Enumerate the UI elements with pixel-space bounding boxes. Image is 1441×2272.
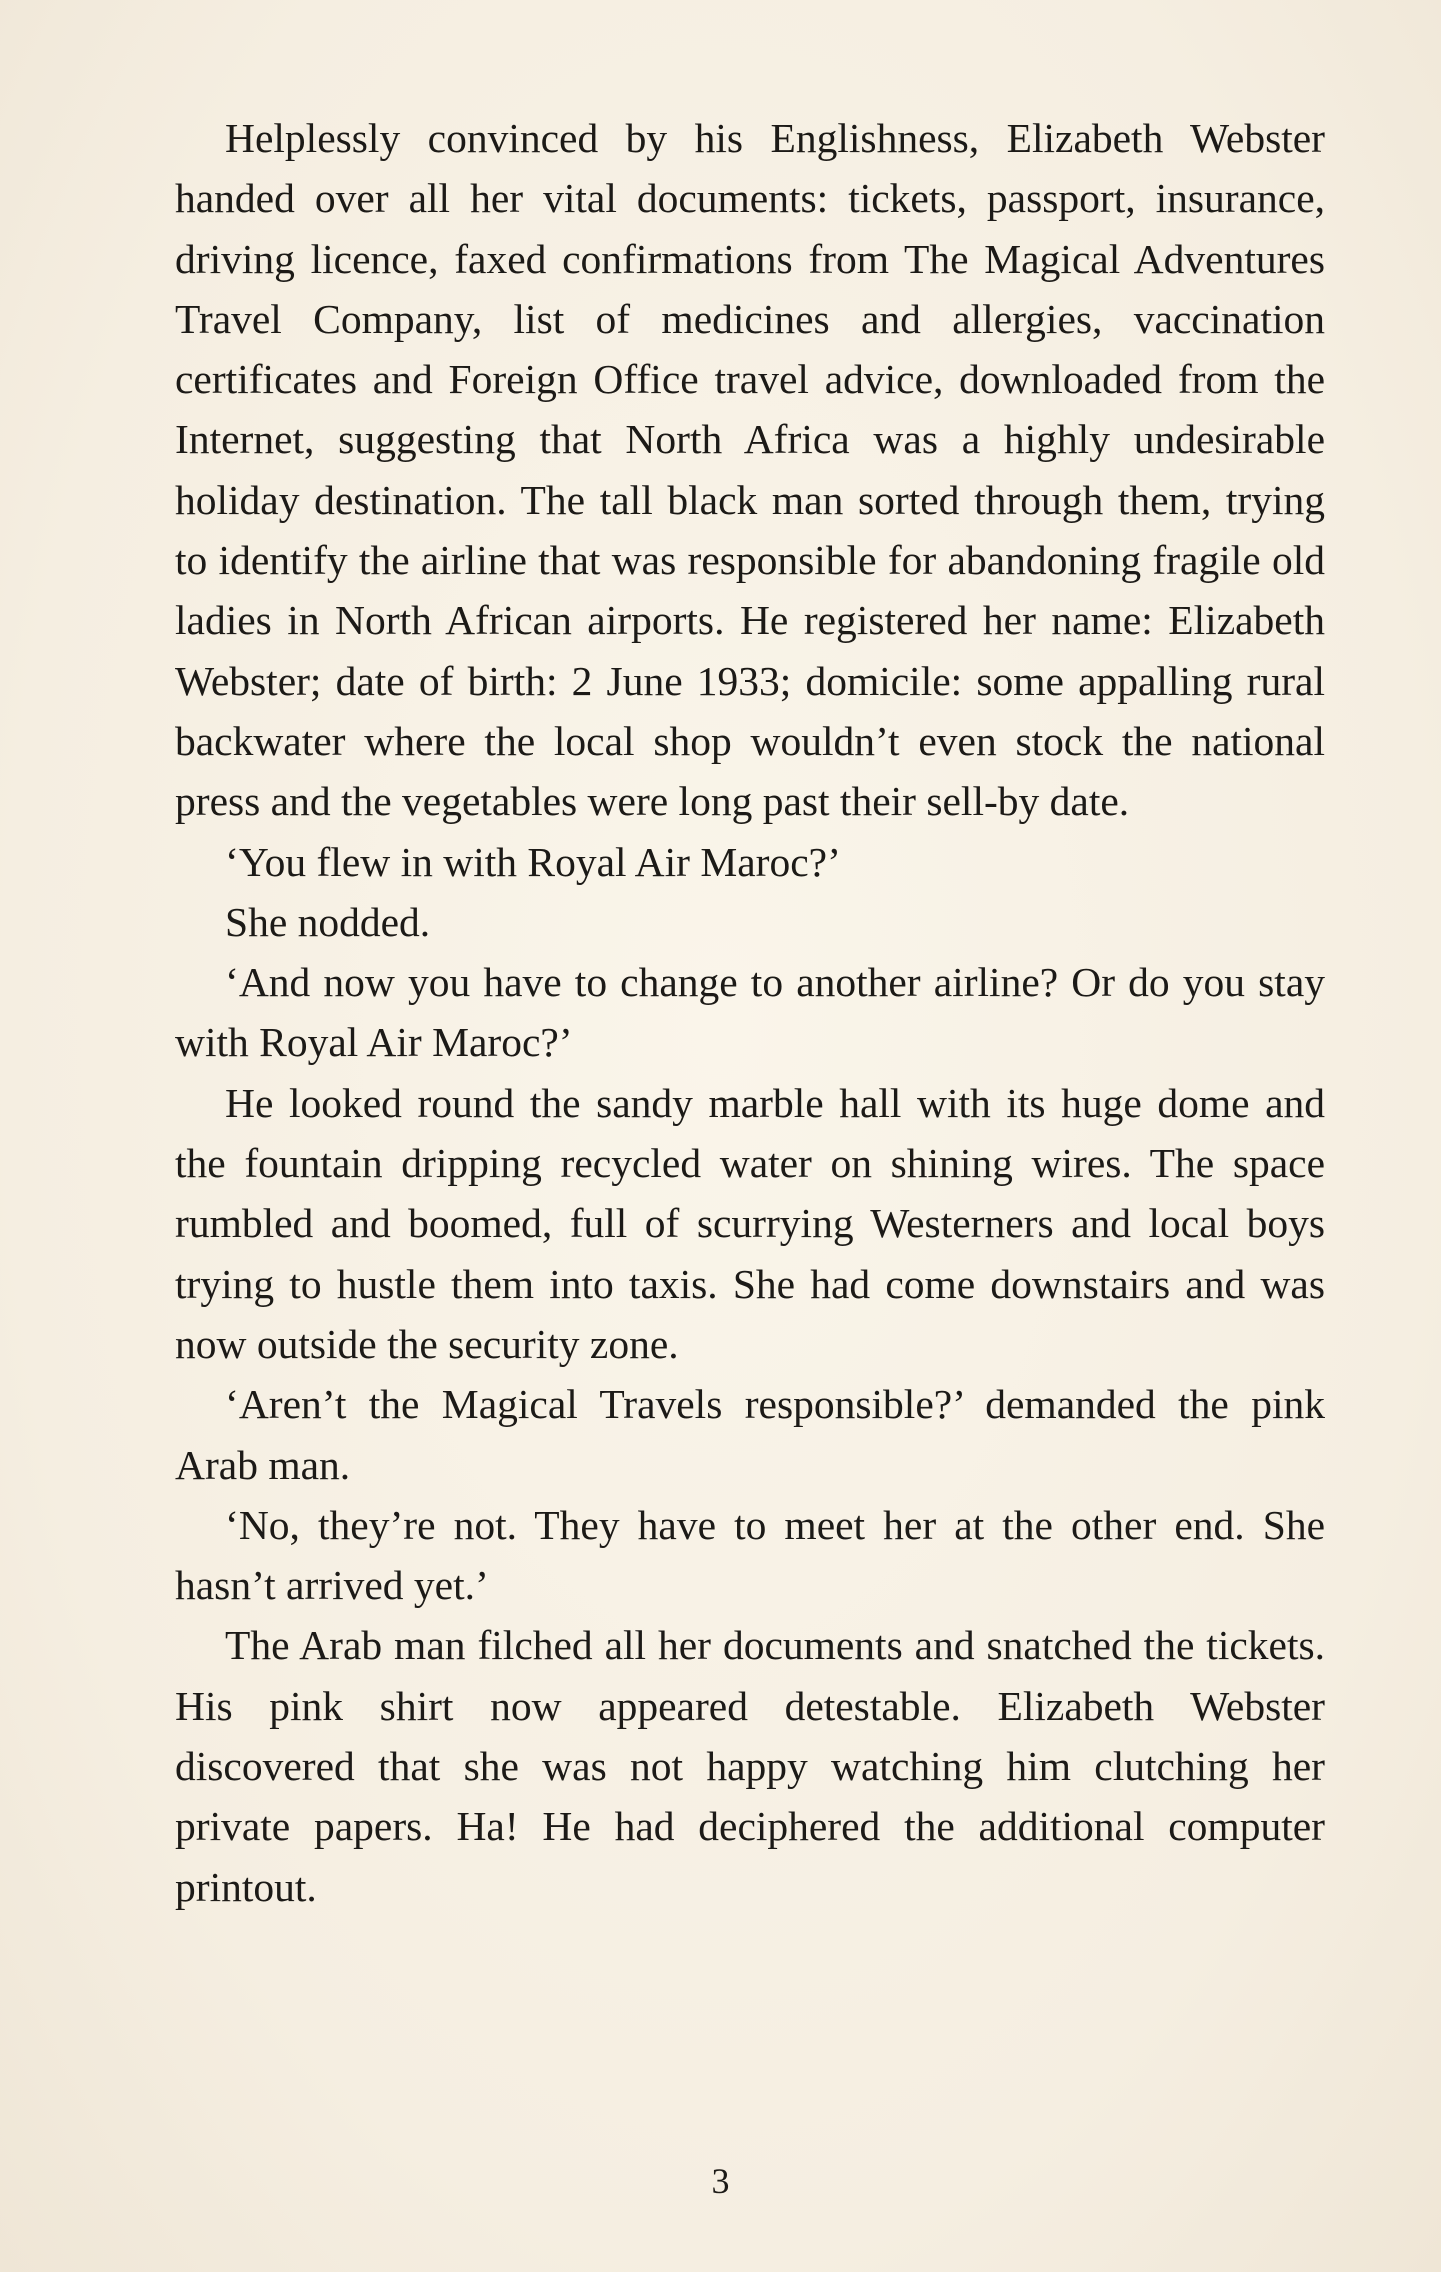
paragraph-7: ‘No, they’re not. They have to meet her at the other end. She hasn’t arrived yet.’	[175, 1501, 1325, 1609]
paragraph-1: Helplessly convinced by his Englishness, Elizabeth Webster handed over all her vital documents: tickets, passport, insurance, driving licence, faxed confirmations from The Magical Adventures Travel Company, list of medicines and allergies, vaccination certificates and Foreign Office travel advice, downloaded from the Internet, suggesting that North Africa was a highly undesirable holiday destination. The tall black man sorted through them, trying to identify the airline that was responsible for abandoning fragile old ladies in North African airports. He registered her name: Elizabeth Webster; date of birth: 2 June 1933; domicile: some appalling rural backwater where the local shop wouldn’t even stock the national press and the vegetables were long past their sell-by date.	[175, 115, 1325, 825]
paragraph-5: He looked round the sandy marble hall with its huge dome and the fountain dripping recycled water on shining wires. The space rumbled and boomed, full of scurrying Westerners and local boys trying to hustle them into taxis. She had come downstairs and was now outside the security zone.	[175, 1079, 1325, 1367]
page-number: 3	[711, 2161, 730, 2201]
paragraph-6: ‘Aren’t the Magical Travels responsible?’ demanded the pink Arab man.	[175, 1381, 1325, 1488]
body-text	[175, 108, 1325, 1917]
paragraph-8: The Arab man filched all her documents and snatched the tickets. His pink shirt now appeared detestable. Elizabeth Webster discovered that she was not happy watching him clutching her private papers. Ha! He had deciphered the additional computer printout.	[175, 1622, 1325, 1910]
paragraph-2: ‘You flew in with Royal Air Maroc?’	[225, 838, 841, 885]
paragraph-4: ‘And now you have to change to another airline? Or do you stay with Royal Air Maroc?’	[175, 959, 1325, 1066]
paragraph-3: She nodded.	[225, 898, 431, 945]
